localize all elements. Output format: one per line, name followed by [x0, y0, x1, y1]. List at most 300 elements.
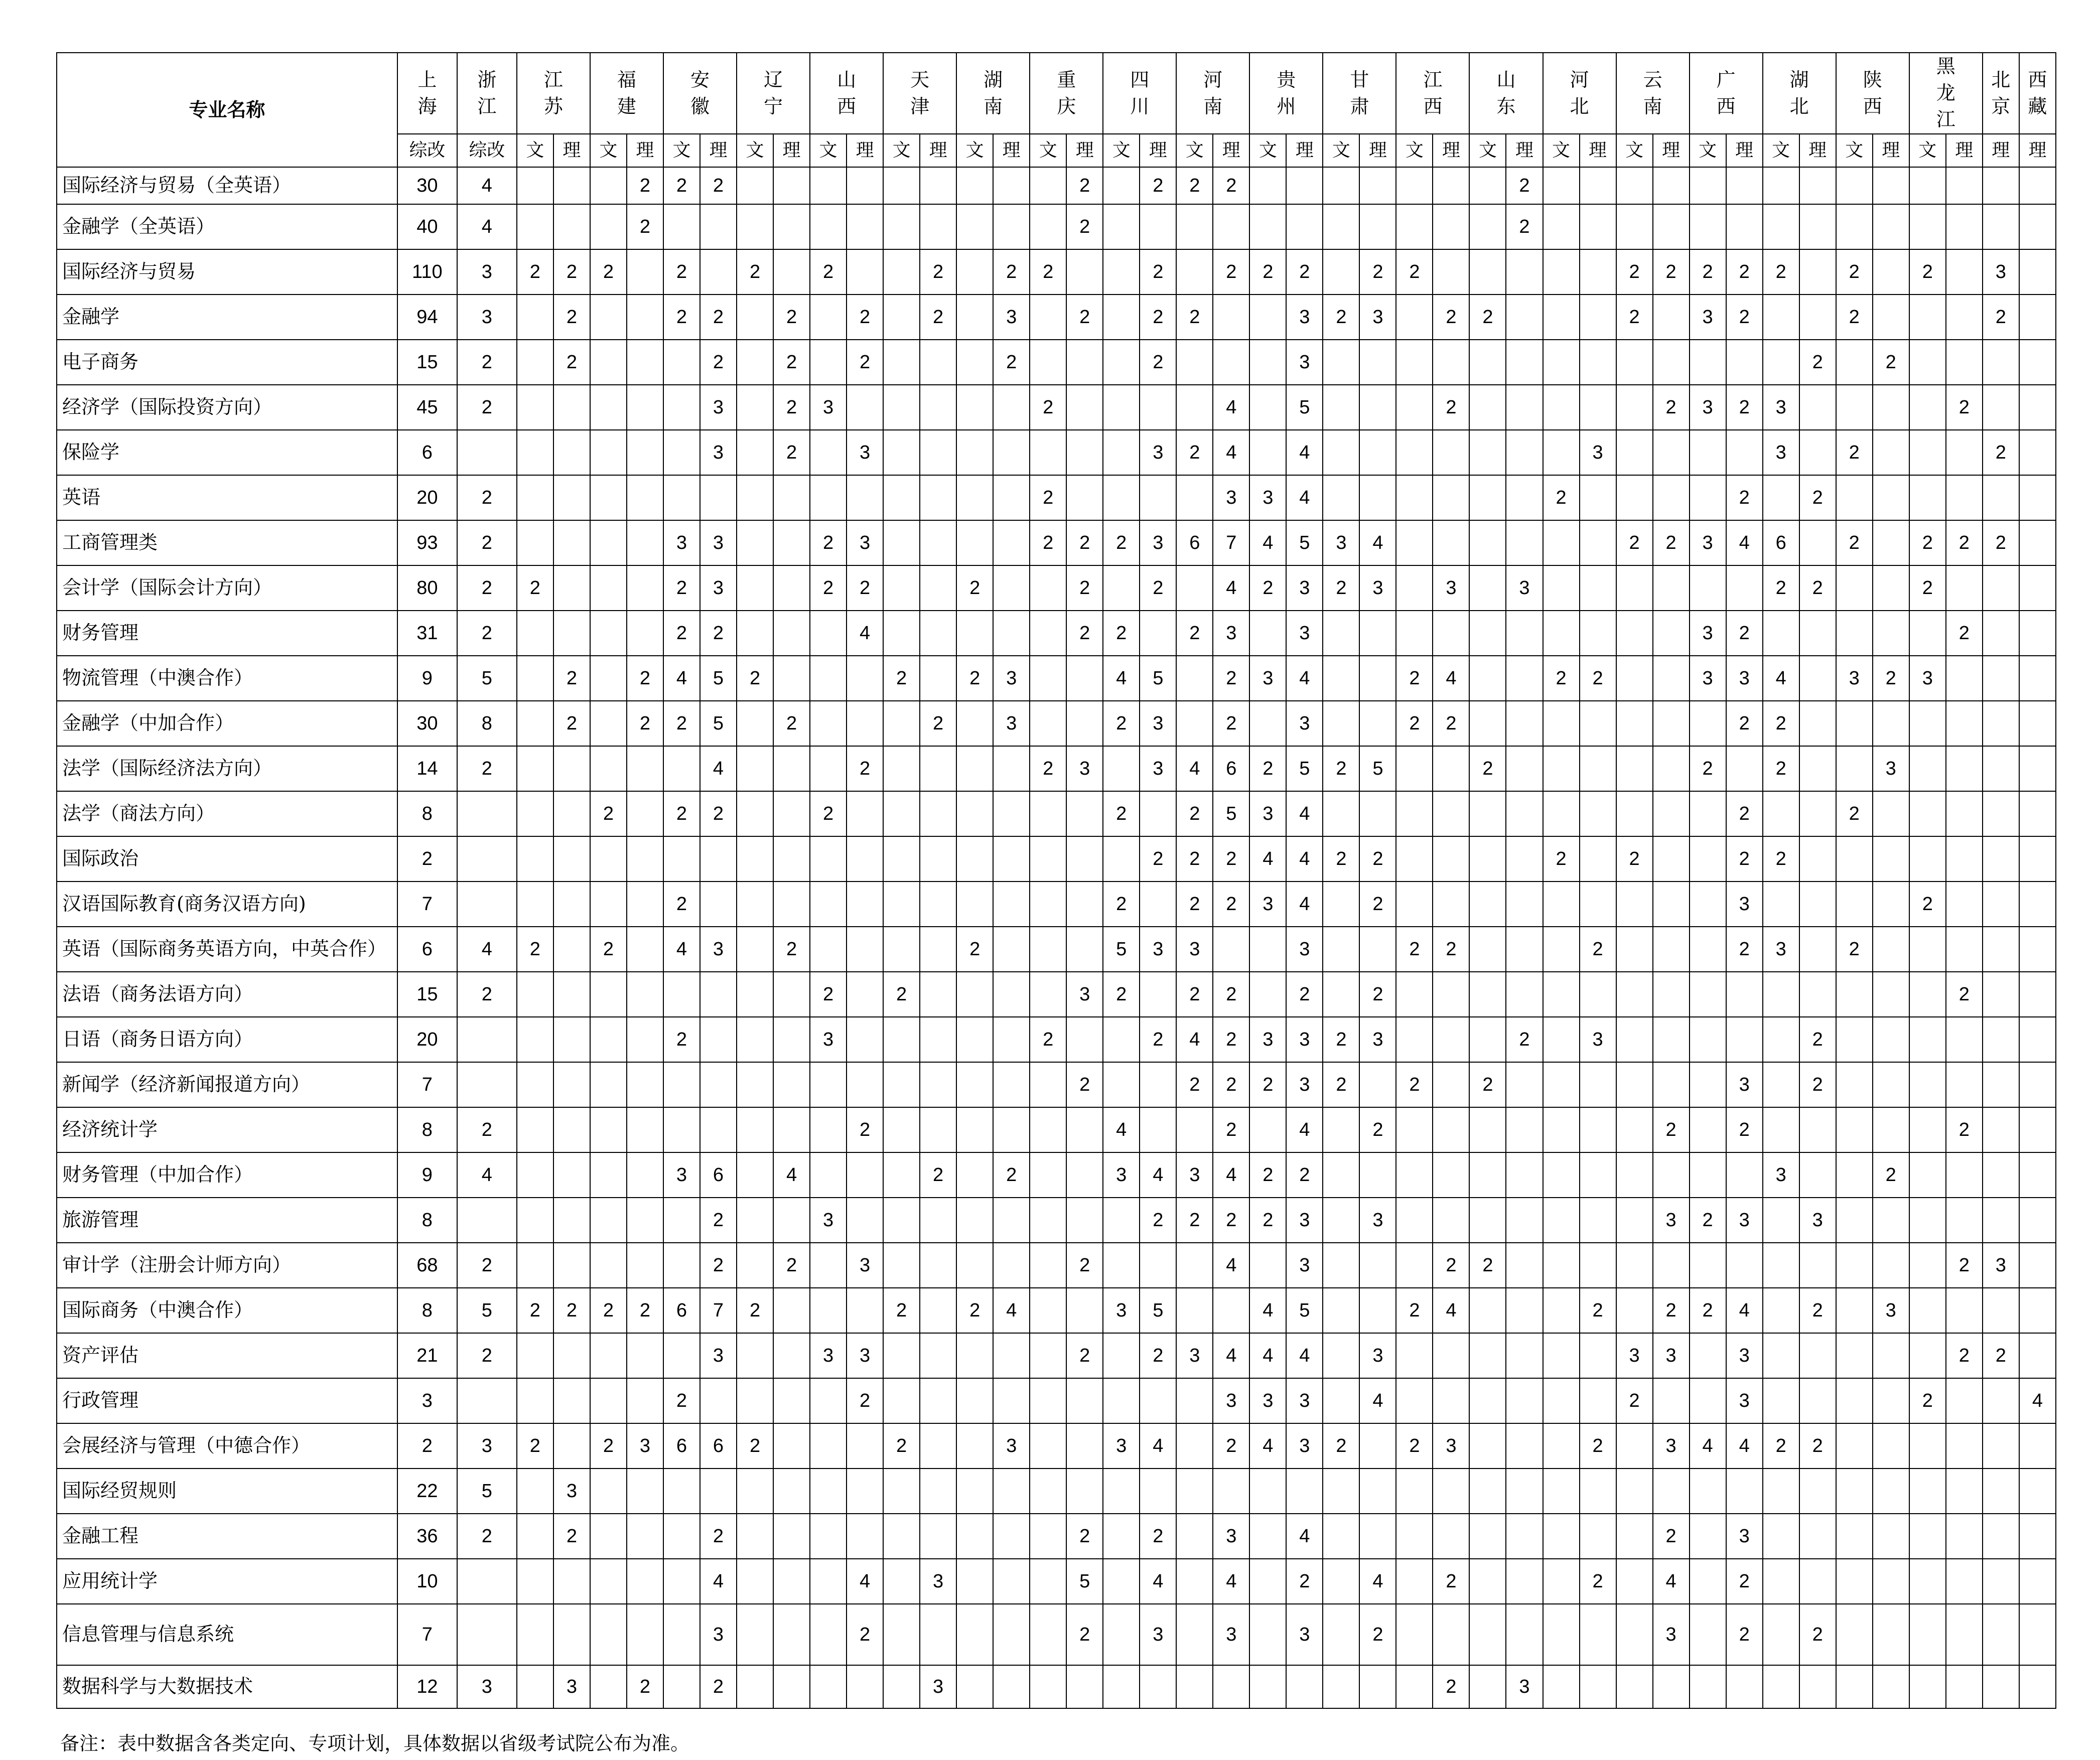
quota-cell: 3	[1359, 1333, 1396, 1378]
quota-cell: 3	[1249, 1017, 1286, 1062]
quota-cell	[1030, 565, 1066, 611]
quota-cell	[627, 1559, 663, 1604]
quota-cell: 9	[397, 656, 457, 701]
province-header: 黑 龙 江	[1909, 53, 1983, 134]
quota-cell	[1103, 1514, 1140, 1559]
quota-cell	[773, 882, 810, 927]
quota-cell	[1946, 882, 1983, 927]
quota-cell	[1103, 204, 1140, 249]
quota-cell	[956, 1107, 993, 1152]
quota-cell	[1543, 1423, 1580, 1469]
quota-cell	[627, 520, 663, 565]
quota-cell	[1030, 701, 1066, 746]
quota-cell	[1873, 1107, 1909, 1152]
quota-cell	[920, 1469, 956, 1514]
quota-cell	[1799, 746, 1836, 791]
quota-cell	[457, 1062, 517, 1107]
subject-type-header: 理	[773, 134, 810, 167]
quota-cell	[1506, 701, 1543, 746]
quota-cell: 2	[1066, 565, 1103, 611]
quota-cell	[1030, 1423, 1066, 1469]
quota-cell: 2	[457, 1107, 517, 1152]
quota-cell: 2	[663, 249, 700, 295]
quota-cell	[1030, 1198, 1066, 1243]
quota-cell	[1323, 972, 1359, 1017]
quota-cell	[1836, 746, 1873, 791]
quota-cell	[1396, 1665, 1433, 1708]
major-name-cell: 经济统计学	[57, 1107, 397, 1152]
quota-cell	[1616, 882, 1653, 927]
quota-cell: 2	[1580, 656, 1616, 701]
quota-cell: 2	[1836, 520, 1873, 565]
quota-cell	[1653, 295, 1690, 340]
table-row	[57, 882, 2056, 927]
quota-cell	[1873, 565, 1909, 611]
quota-cell: 3	[993, 701, 1030, 746]
quota-cell	[1616, 1017, 1653, 1062]
quota-cell: 6	[700, 1152, 737, 1198]
quota-cell	[737, 520, 773, 565]
table-row	[57, 1665, 2056, 1708]
quota-cell	[663, 340, 700, 385]
quota-cell	[553, 1017, 590, 1062]
quota-cell: 2	[397, 836, 457, 882]
quota-cell	[1909, 204, 1946, 249]
quota-cell: 3	[920, 1665, 956, 1708]
quota-cell: 2	[1066, 1062, 1103, 1107]
quota-cell	[1983, 1604, 2019, 1665]
subject-type-header: 文	[1249, 134, 1286, 167]
quota-cell	[1543, 430, 1580, 475]
quota-cell	[1286, 204, 1323, 249]
quota-cell	[1580, 791, 1616, 836]
quota-cell	[1176, 340, 1213, 385]
quota-cell	[1690, 1559, 1726, 1604]
subject-type-header: 文	[590, 134, 627, 167]
quota-cell	[1616, 1665, 1653, 1708]
quota-cell: 4	[1213, 1243, 1249, 1288]
quota-cell	[590, 1198, 627, 1243]
quota-cell: 3	[1286, 1604, 1323, 1665]
quota-cell	[1653, 1378, 1690, 1423]
quota-cell	[920, 882, 956, 927]
quota-cell	[773, 1423, 810, 1469]
quota-cell	[1469, 1559, 1506, 1604]
quota-cell: 2	[1176, 167, 1213, 204]
quota-cell	[1030, 836, 1066, 882]
quota-cell: 2	[700, 340, 737, 385]
quota-cell	[1433, 1062, 1469, 1107]
quota-cell: 3	[1140, 1604, 1176, 1665]
quota-cell: 2	[847, 340, 883, 385]
quota-cell: 2	[590, 1423, 627, 1469]
quota-cell	[1726, 972, 1763, 1017]
quota-cell: 2	[1030, 520, 1066, 565]
quota-cell: 6	[663, 1423, 700, 1469]
quota-cell	[700, 249, 737, 295]
quota-cell	[1983, 1423, 2019, 1469]
major-name-cell: 英语（国际商务英语方向，中英合作）	[57, 927, 397, 972]
quota-cell	[1946, 565, 1983, 611]
quota-cell: 2	[1653, 249, 1690, 295]
quota-cell	[1763, 1107, 1799, 1152]
quota-cell: 3	[993, 1423, 1030, 1469]
quota-cell	[700, 882, 737, 927]
quota-cell: 2	[457, 1243, 517, 1288]
subject-type-header: 理	[1983, 134, 2019, 167]
table-row	[57, 746, 2056, 791]
quota-cell	[1323, 249, 1359, 295]
quota-cell: 3	[810, 1333, 847, 1378]
quota-cell	[1946, 836, 1983, 882]
quota-cell	[457, 1559, 517, 1604]
quota-cell: 2	[1140, 836, 1176, 882]
quota-cell	[1066, 340, 1103, 385]
quota-cell	[956, 882, 993, 927]
quota-cell	[1103, 1559, 1140, 1604]
quota-cell	[590, 430, 627, 475]
quota-cell: 2	[627, 204, 663, 249]
quota-cell	[773, 1017, 810, 1062]
quota-cell	[1909, 791, 1946, 836]
quota-cell: 2	[553, 701, 590, 746]
quota-cell	[1066, 430, 1103, 475]
quota-cell	[590, 611, 627, 656]
quota-cell	[590, 746, 627, 791]
quota-cell	[1103, 295, 1140, 340]
quota-cell: 93	[397, 520, 457, 565]
quota-cell	[920, 167, 956, 204]
quota-cell: 15	[397, 972, 457, 1017]
quota-cell	[1469, 1017, 1506, 1062]
quota-cell: 2	[700, 1198, 737, 1243]
quota-cell	[1616, 746, 1653, 791]
quota-cell	[1690, 430, 1726, 475]
quota-cell: 3	[700, 385, 737, 430]
quota-cell	[1249, 611, 1286, 656]
quota-cell	[1469, 882, 1506, 927]
quota-cell: 2	[883, 1423, 920, 1469]
quota-cell	[1543, 1333, 1580, 1378]
quota-cell	[737, 836, 773, 882]
quota-cell	[1983, 746, 2019, 791]
quota-cell	[920, 520, 956, 565]
quota-cell	[1616, 972, 1653, 1017]
quota-cell	[1506, 791, 1543, 836]
quota-cell: 2	[1140, 1514, 1176, 1559]
quota-cell: 2	[1396, 656, 1433, 701]
quota-cell	[1433, 1152, 1469, 1198]
quota-cell	[1469, 701, 1506, 746]
quota-cell	[1909, 385, 1946, 430]
quota-cell	[810, 656, 847, 701]
quota-cell: 2	[1799, 1604, 1836, 1665]
quota-cell	[847, 249, 883, 295]
quota-cell: 2	[1433, 927, 1469, 972]
quota-cell	[1469, 927, 1506, 972]
subject-type-header: 文	[810, 134, 847, 167]
quota-cell: 2	[1140, 1333, 1176, 1378]
quota-cell	[1359, 475, 1396, 520]
quota-cell	[1176, 656, 1213, 701]
quota-cell	[1580, 475, 1616, 520]
table-row	[57, 1559, 2056, 1604]
major-name-cell: 法学（商法方向）	[57, 791, 397, 836]
province-header: 浙 江	[457, 53, 517, 134]
quota-cell: 2	[1946, 1333, 1983, 1378]
quota-cell: 15	[397, 340, 457, 385]
quota-cell	[590, 882, 627, 927]
quota-cell	[1799, 1469, 1836, 1514]
quota-cell	[1359, 340, 1396, 385]
quota-cell	[1066, 1152, 1103, 1198]
quota-cell: 2	[1249, 1062, 1286, 1107]
quota-cell	[1140, 1469, 1176, 1514]
quota-cell: 3	[1213, 1514, 1249, 1559]
quota-cell: 4	[700, 1559, 737, 1604]
quota-cell	[883, 927, 920, 972]
quota-cell	[663, 1665, 700, 1708]
quota-cell: 4	[663, 656, 700, 701]
quota-cell	[2019, 1333, 2056, 1378]
quota-cell: 2	[1799, 1062, 1836, 1107]
quota-cell	[700, 1378, 737, 1423]
quota-cell: 3	[1286, 340, 1323, 385]
quota-cell: 3	[1433, 1423, 1469, 1469]
quota-cell	[1359, 1243, 1396, 1288]
quota-cell	[1946, 340, 1983, 385]
quota-cell	[2019, 430, 2056, 475]
quota-cell	[993, 520, 1030, 565]
quota-cell	[1359, 167, 1396, 204]
quota-cell	[737, 701, 773, 746]
table-row	[57, 1243, 2056, 1288]
quota-cell	[1030, 295, 1066, 340]
quota-cell: 2	[1616, 295, 1653, 340]
quota-cell: 2	[1249, 1198, 1286, 1243]
quota-cell	[993, 475, 1030, 520]
quota-cell: 4	[1249, 836, 1286, 882]
quota-cell: 2	[956, 565, 993, 611]
subject-type-header: 文	[1323, 134, 1359, 167]
quota-cell	[1506, 1469, 1543, 1514]
quota-cell	[956, 1062, 993, 1107]
quota-cell	[1873, 1665, 1909, 1708]
quota-cell	[1543, 340, 1580, 385]
quota-cell	[920, 430, 956, 475]
quota-cell	[1983, 1559, 2019, 1604]
quota-cell	[1983, 656, 2019, 701]
quota-cell	[920, 1017, 956, 1062]
quota-cell	[1690, 1333, 1726, 1378]
quota-cell: 2	[457, 972, 517, 1017]
quota-cell	[1580, 249, 1616, 295]
quota-cell	[590, 1333, 627, 1378]
table-row	[57, 701, 2056, 746]
quota-cell: 2	[1763, 701, 1799, 746]
quota-cell	[517, 204, 553, 249]
subject-type-header: 综改	[457, 134, 517, 167]
quota-cell	[810, 1378, 847, 1423]
quota-cell	[1103, 1604, 1140, 1665]
major-name-cell: 国际经济与贸易	[57, 249, 397, 295]
quota-cell: 2	[883, 656, 920, 701]
quota-cell	[1690, 1243, 1726, 1288]
quota-cell	[883, 249, 920, 295]
quota-cell	[1469, 1514, 1506, 1559]
quota-cell: 2	[1469, 295, 1506, 340]
table-row	[57, 791, 2056, 836]
quota-cell	[920, 972, 956, 1017]
quota-cell	[1946, 791, 1983, 836]
subject-type-header: 理	[1213, 134, 1249, 167]
quota-cell: 3	[1653, 1198, 1690, 1243]
quota-cell: 12	[397, 1665, 457, 1708]
quota-cell	[1323, 430, 1359, 475]
quota-cell	[1103, 1469, 1140, 1514]
quota-cell	[847, 791, 883, 836]
quota-cell	[956, 746, 993, 791]
quota-cell	[1763, 1062, 1799, 1107]
quota-cell	[956, 340, 993, 385]
quota-cell	[1543, 927, 1580, 972]
quota-cell: 3	[553, 1469, 590, 1514]
quota-cell	[1616, 1107, 1653, 1152]
quota-cell	[956, 1514, 993, 1559]
quota-cell: 2	[1176, 791, 1213, 836]
subject-type-header: 综改	[397, 134, 457, 167]
quota-cell	[1543, 204, 1580, 249]
quota-cell: 4	[1176, 1017, 1213, 1062]
quota-cell: 2	[1543, 475, 1580, 520]
quota-cell	[920, 1243, 956, 1288]
major-name-cell: 资产评估	[57, 1333, 397, 1378]
quota-cell: 2	[1763, 565, 1799, 611]
quota-cell: 2	[1836, 791, 1873, 836]
quota-cell: 2	[810, 249, 847, 295]
quota-cell: 2	[700, 1665, 737, 1708]
quota-cell	[517, 746, 553, 791]
quota-cell: 3	[1726, 1378, 1763, 1423]
quota-cell	[1066, 1378, 1103, 1423]
quota-cell	[1799, 1665, 1836, 1708]
quota-cell	[810, 701, 847, 746]
quota-cell: 3	[627, 1423, 663, 1469]
quota-cell: 3	[663, 1152, 700, 1198]
quota-cell: 3	[847, 1333, 883, 1378]
quota-cell	[956, 1559, 993, 1604]
table-row	[57, 520, 2056, 565]
quota-cell	[2019, 701, 2056, 746]
quota-cell: 2	[1213, 656, 1249, 701]
quota-cell	[1103, 385, 1140, 430]
quota-cell	[590, 385, 627, 430]
subject-type-header: 理	[920, 134, 956, 167]
quota-cell: 5	[1286, 746, 1323, 791]
quota-cell	[956, 1604, 993, 1665]
quota-cell	[1763, 972, 1799, 1017]
quota-cell	[1103, 340, 1140, 385]
quota-cell	[2019, 249, 2056, 295]
major-name-cell: 金融学（全英语）	[57, 204, 397, 249]
quota-cell	[1249, 1107, 1286, 1152]
quota-cell	[993, 1378, 1030, 1423]
quota-cell: 3	[1690, 611, 1726, 656]
quota-cell: 3	[1066, 746, 1103, 791]
quota-cell	[883, 1017, 920, 1062]
quota-cell: 3	[1359, 1198, 1396, 1243]
quota-cell: 3	[1286, 1062, 1323, 1107]
quota-cell	[773, 1604, 810, 1665]
quota-cell: 2	[1946, 1107, 1983, 1152]
quota-cell	[956, 1198, 993, 1243]
quota-cell: 4	[1213, 385, 1249, 430]
quota-cell	[517, 1604, 553, 1665]
quota-cell: 2	[1469, 1243, 1506, 1288]
quota-cell	[1616, 656, 1653, 701]
quota-cell	[1176, 249, 1213, 295]
quota-cell	[1433, 1378, 1469, 1423]
quota-cell: 6	[1213, 746, 1249, 791]
quota-cell	[1983, 1152, 2019, 1198]
quota-cell	[1249, 701, 1286, 746]
quota-cell	[993, 1604, 1030, 1665]
table-row	[57, 1288, 2056, 1333]
quota-cell	[1983, 791, 2019, 836]
quota-cell	[1213, 295, 1249, 340]
quota-cell	[1030, 1288, 1066, 1333]
quota-cell	[1580, 882, 1616, 927]
quota-cell	[1799, 1378, 1836, 1423]
quota-cell	[993, 972, 1030, 1017]
quota-cell	[1066, 1423, 1103, 1469]
quota-cell	[1140, 611, 1176, 656]
table-row	[57, 249, 2056, 295]
quota-cell: 2	[1103, 520, 1140, 565]
quota-cell	[1653, 430, 1690, 475]
quota-cell	[1323, 1665, 1359, 1708]
quota-cell	[1213, 927, 1249, 972]
quota-cell	[517, 972, 553, 1017]
quota-cell	[810, 1665, 847, 1708]
quota-cell	[553, 836, 590, 882]
quota-cell	[773, 1559, 810, 1604]
quota-cell	[920, 475, 956, 520]
quota-cell	[663, 1469, 700, 1514]
quota-cell	[663, 1243, 700, 1288]
table-row	[57, 565, 2056, 611]
quota-cell: 2	[1763, 836, 1799, 882]
quota-cell: 2	[1580, 927, 1616, 972]
quota-cell: 2	[737, 1423, 773, 1469]
quota-cell	[2019, 1559, 2056, 1604]
quota-cell	[1983, 972, 2019, 1017]
quota-cell: 3	[1653, 1423, 1690, 1469]
quota-cell	[1983, 1198, 2019, 1243]
quota-cell	[1690, 167, 1726, 204]
quota-cell: 2	[663, 1378, 700, 1423]
quota-cell	[1726, 1469, 1763, 1514]
major-name-cell: 应用统计学	[57, 1559, 397, 1604]
quota-cell	[1799, 927, 1836, 972]
quota-cell	[2019, 1243, 2056, 1288]
quota-cell: 7	[397, 882, 457, 927]
quota-cell	[517, 882, 553, 927]
quota-cell	[1909, 611, 1946, 656]
quota-cell	[1433, 972, 1469, 1017]
quota-cell	[1396, 1017, 1433, 1062]
quota-cell	[1873, 295, 1909, 340]
